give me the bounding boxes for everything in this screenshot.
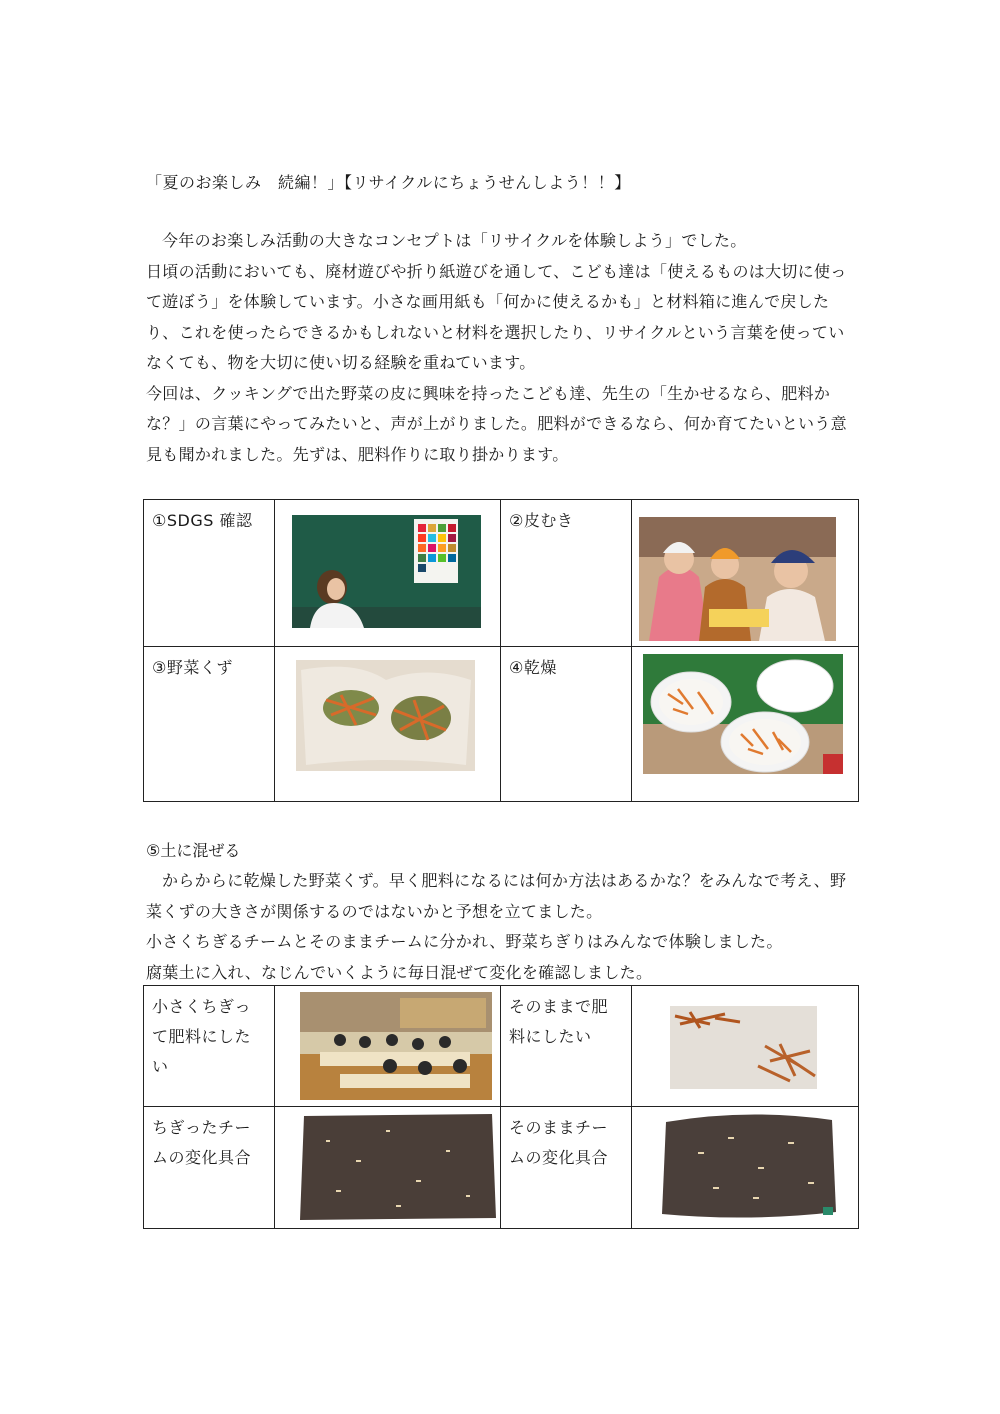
photo-cell: [632, 1107, 859, 1229]
label-cell: [144, 986, 275, 1107]
section5-text: [146, 866, 858, 988]
drying-photo: [643, 654, 843, 774]
photo-table-1: [143, 499, 859, 802]
label-cell: [144, 1107, 275, 1229]
photo-cell: [632, 647, 859, 802]
step-label-scraps: ③野菜くず: [152, 658, 233, 677]
photo-cell: [275, 1107, 501, 1229]
section5-paragraph-3: 腐葉土に入れ、なじんでいくように毎日混ぜて変化を確認しました。: [146, 962, 653, 982]
classroom-photo: [300, 992, 492, 1100]
photo-cell: [632, 986, 859, 1107]
step-label-drying: ④乾燥: [509, 658, 557, 677]
intro-paragraph-1: 今年のお楽しみ活動の大きなコンセプトは「リサイクルを体験しよう」でした。: [162, 231, 747, 250]
sdgs-board-photo: [292, 515, 481, 628]
label-cell: [501, 647, 632, 802]
photo-cell: [632, 500, 859, 647]
intro-paragraph-3: 今回は、クッキングで出た野菜の皮に興味を持ったこども達、先生の「生かせるなら、肥料かな？」の言葉にやってみたいと、声が上がりました。肥料ができるなら、何か育てたいという意見も聞かれました。先ずは、肥料作りに取り掛かります。: [146, 383, 847, 464]
step-label-sdgs: ①SDGS 確認: [152, 511, 253, 530]
vegetable-scraps-photo: [296, 660, 475, 771]
page-title: 「夏のお楽しみ 続編！」【リサイクルにちょうせんしよう！！】: [146, 173, 631, 192]
section5-heading: ⑤土に混ぜる: [146, 841, 241, 860]
result-label-torn: ちぎったチームの変化具合: [152, 1118, 252, 1167]
label-cell: [144, 500, 275, 647]
label-cell: [144, 647, 275, 802]
peeling-photo: [639, 517, 836, 641]
team-label-whole: そのままで肥料にしたい: [509, 997, 609, 1046]
section5-paragraph-2: 小さくちぎるチームとそのままチームに分かれ、野菜ちぎりはみんなで体験しました。: [146, 932, 783, 951]
result-label-whole: そのままチームの変化具合: [509, 1118, 609, 1167]
photo-cell: [275, 986, 501, 1107]
label-cell: [501, 1107, 632, 1229]
section5-paragraph-1: からからに乾燥した野菜くず。早く肥料になるには何か方法はあるかな？をみんなで考え、野菜くずの大きさが関係するのではないかと予想を立てました。: [146, 871, 847, 921]
step-label-peeling: ②皮むき: [509, 511, 574, 530]
label-cell: [501, 986, 632, 1107]
photo-cell: [275, 647, 501, 802]
whole-peels-photo: [670, 1006, 817, 1089]
intro-text: [146, 226, 858, 470]
soil-whole-photo: [658, 1112, 839, 1220]
photo-cell: [275, 500, 501, 647]
label-cell: [501, 500, 632, 647]
intro-paragraph-2: 日頃の活動においても、廃材遊びや折り紙遊びを通して、こども達は「使えるものは大切に使って遊ぼう」を体験しています。小さな画用紙も「何かに使えるかも」と材料箱に進んで戻したり、これを使ったらできるかもしれないと材料を選択したり、リサイクルという言葉を使っていなくても、物を大切に使い切る経験を重ねています。: [146, 261, 847, 372]
soil-torn-photo: [296, 1110, 500, 1223]
team-label-torn: 小さくちぎって肥料にしたい: [152, 997, 252, 1076]
photo-table-2: [143, 985, 859, 1229]
